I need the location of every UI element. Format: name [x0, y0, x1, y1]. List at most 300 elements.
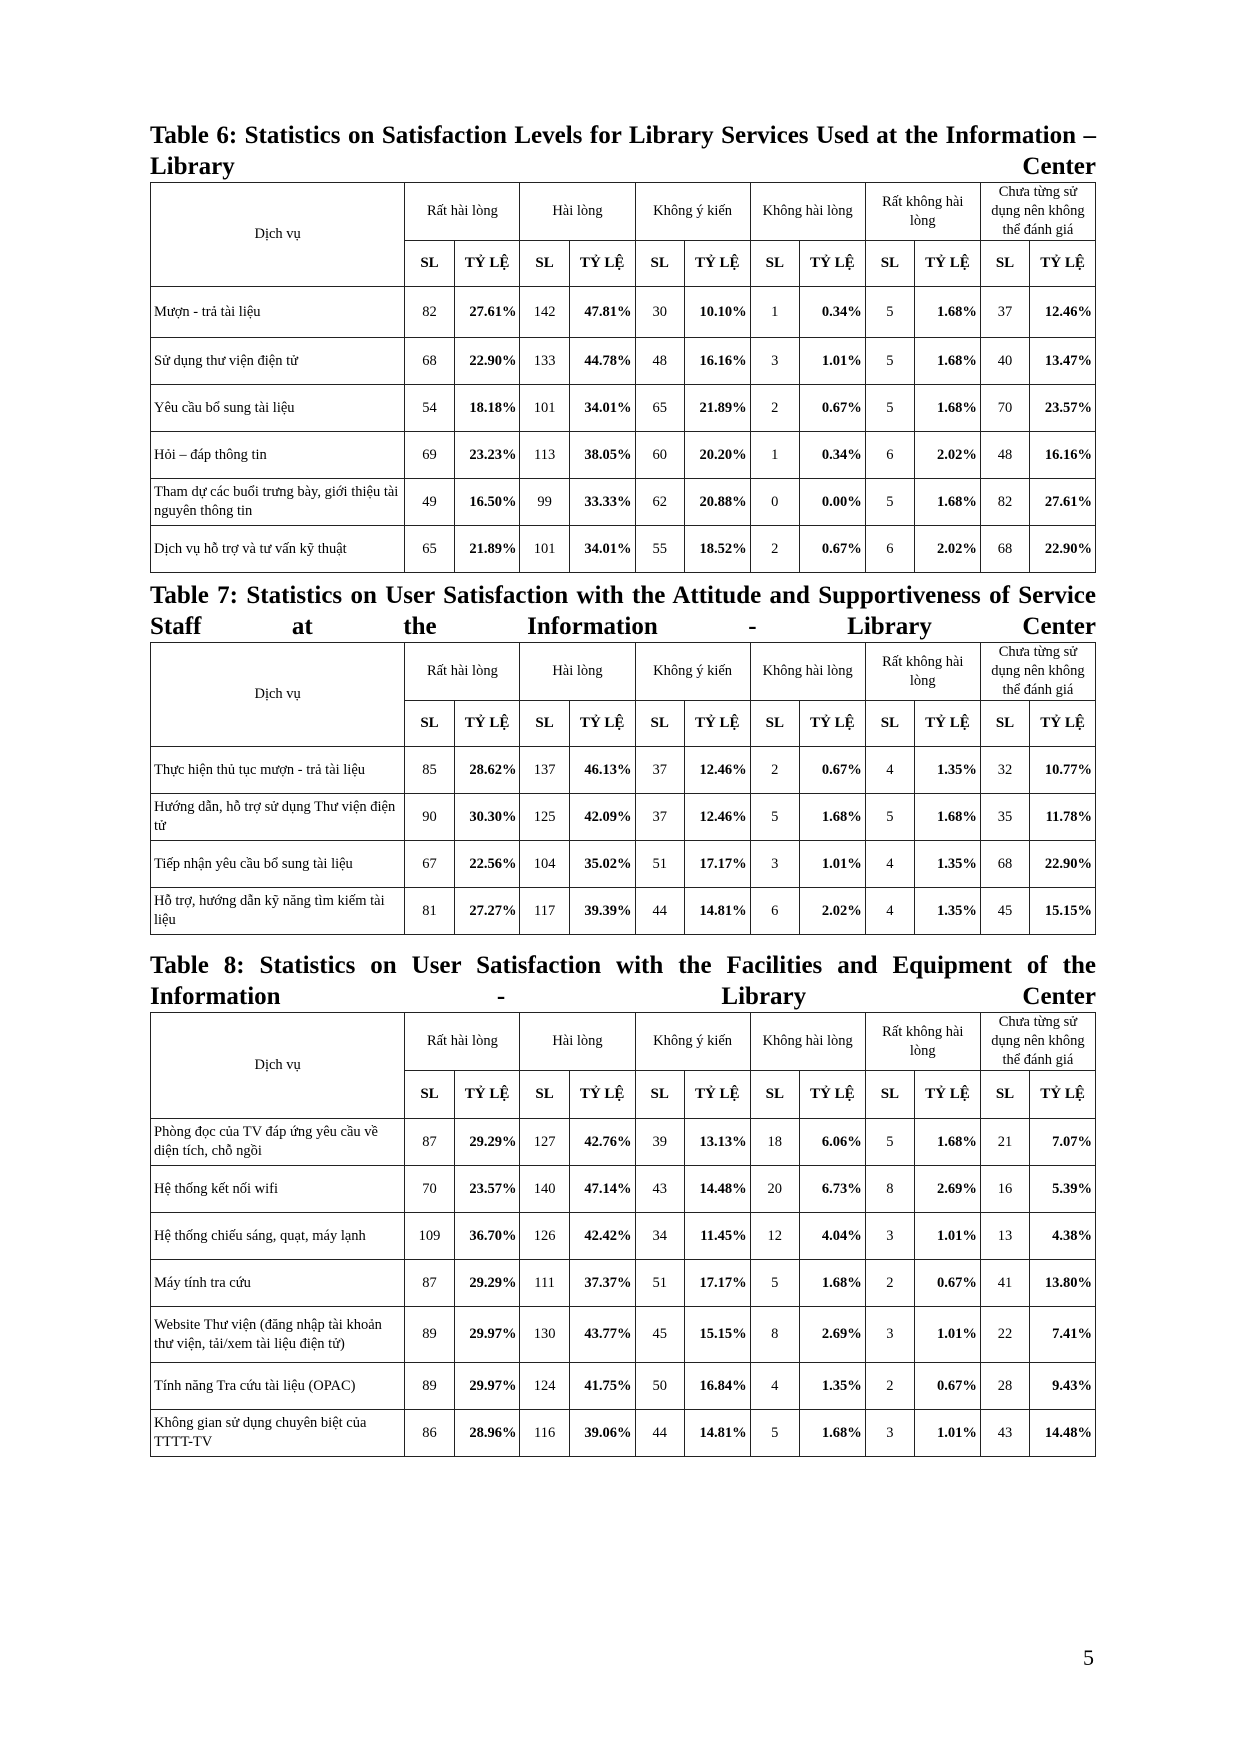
count-cell: 39	[635, 1119, 684, 1166]
count-cell: 142	[520, 287, 569, 338]
ratio-cell: 28.62%	[454, 747, 520, 794]
header-row	[151, 183, 1096, 241]
ratio-header: TỶ LỆ	[799, 1071, 865, 1119]
ratio-cell: 11.78%	[1030, 794, 1096, 841]
ratio-cell: 14.48%	[1030, 1410, 1096, 1457]
service-name-cell: Hệ thống chiếu sáng, quạt, máy lạnh	[151, 1213, 405, 1260]
ratio-cell: 10.10%	[684, 287, 750, 338]
satisfaction-table	[150, 642, 1096, 935]
count-cell: 89	[405, 1307, 454, 1363]
count-cell: 21	[980, 1119, 1029, 1166]
ratio-cell: 1.01%	[799, 841, 865, 888]
count-cell: 5	[865, 338, 914, 385]
count-cell: 125	[520, 794, 569, 841]
ratio-cell: 29.29%	[454, 1119, 520, 1166]
service-name-cell: Hệ thống kết nối wifi	[151, 1166, 405, 1213]
ratio-cell: 1.68%	[799, 1410, 865, 1457]
count-cell: 126	[520, 1213, 569, 1260]
ratio-cell: 2.02%	[799, 888, 865, 935]
ratio-cell: 20.20%	[684, 432, 750, 479]
count-cell: 109	[405, 1213, 454, 1260]
ratio-header: TỶ LỆ	[454, 241, 520, 287]
sl-header: SL	[520, 1071, 569, 1119]
count-cell: 0	[750, 479, 799, 526]
service-name-cell: Tham dự các buổi trưng bày, giới thiệu tài nguyên thông tin	[151, 479, 405, 526]
ratio-cell: 23.57%	[454, 1166, 520, 1213]
ratio-cell: 1.68%	[915, 385, 981, 432]
ratio-cell: 18.52%	[684, 526, 750, 573]
ratio-cell: 4.04%	[799, 1213, 865, 1260]
ratio-cell: 1.35%	[915, 841, 981, 888]
ratio-cell: 7.07%	[1030, 1119, 1096, 1166]
count-cell: 40	[980, 338, 1029, 385]
count-cell: 68	[980, 526, 1029, 573]
ratio-cell: 1.68%	[915, 1119, 981, 1166]
count-cell: 70	[980, 385, 1029, 432]
sl-header: SL	[865, 241, 914, 287]
table-row	[151, 1213, 1096, 1260]
ratio-header: TỶ LỆ	[915, 241, 981, 287]
ratio-header: TỶ LỆ	[915, 701, 981, 747]
sl-header: SL	[405, 1071, 454, 1119]
service-name-cell: Sử dụng thư viện điện tử	[151, 338, 405, 385]
ratio-cell: 1.68%	[915, 287, 981, 338]
group-header: Không hài lòng	[750, 643, 865, 701]
service-name-cell: Yêu cầu bổ sung tài liệu	[151, 385, 405, 432]
count-cell: 104	[520, 841, 569, 888]
ratio-cell: 22.90%	[454, 338, 520, 385]
count-cell: 6	[865, 526, 914, 573]
ratio-cell: 22.90%	[1030, 526, 1096, 573]
group-header: Rất không hài lòng	[865, 183, 980, 241]
table-row	[151, 747, 1096, 794]
ratio-cell: 27.27%	[454, 888, 520, 935]
count-cell: 2	[865, 1260, 914, 1307]
table-row	[151, 479, 1096, 526]
count-cell: 48	[980, 432, 1029, 479]
count-cell: 62	[635, 479, 684, 526]
count-cell: 137	[520, 747, 569, 794]
group-header: Rất hài lòng	[405, 183, 520, 241]
count-cell: 117	[520, 888, 569, 935]
count-cell: 1	[750, 287, 799, 338]
table8-block	[150, 950, 1096, 1457]
ratio-cell: 12.46%	[684, 747, 750, 794]
ratio-cell: 13.80%	[1030, 1260, 1096, 1307]
sl-header: SL	[865, 1071, 914, 1119]
sl-header: SL	[520, 701, 569, 747]
ratio-cell: 16.50%	[454, 479, 520, 526]
count-cell: 111	[520, 1260, 569, 1307]
count-cell: 82	[980, 479, 1029, 526]
ratio-cell: 1.35%	[915, 888, 981, 935]
ratio-header: TỶ LỆ	[454, 1071, 520, 1119]
count-cell: 85	[405, 747, 454, 794]
ratio-cell: 33.33%	[569, 479, 635, 526]
ratio-cell: 0.00%	[799, 479, 865, 526]
ratio-header: TỶ LỆ	[569, 701, 635, 747]
count-cell: 5	[865, 1119, 914, 1166]
sl-header: SL	[865, 701, 914, 747]
sl-header: SL	[635, 1071, 684, 1119]
count-cell: 3	[865, 1213, 914, 1260]
ratio-cell: 0.67%	[915, 1363, 981, 1410]
count-cell: 20	[750, 1166, 799, 1213]
count-cell: 6	[750, 888, 799, 935]
ratio-cell: 9.43%	[1030, 1363, 1096, 1410]
table-caption: Table 6: Statistics on Satisfaction Levels for Library Services Used at the Information – Library Center	[150, 122, 1096, 180]
count-cell: 2	[750, 526, 799, 573]
service-name-cell: Máy tính tra cứu	[151, 1260, 405, 1307]
table-row	[151, 1410, 1096, 1457]
ratio-cell: 16.16%	[684, 338, 750, 385]
ratio-cell: 6.73%	[799, 1166, 865, 1213]
table-row	[151, 1260, 1096, 1307]
count-cell: 32	[980, 747, 1029, 794]
count-cell: 45	[980, 888, 1029, 935]
service-name-cell: Website Thư viện (đăng nhập tài khoản thư viện, tải/xem tài liệu điện tử)	[151, 1307, 405, 1363]
count-cell: 89	[405, 1363, 454, 1410]
group-header: Hài lòng	[520, 643, 635, 701]
count-cell: 3	[865, 1410, 914, 1457]
table-row	[151, 888, 1096, 935]
group-header: Không ý kiến	[635, 643, 750, 701]
ratio-cell: 15.15%	[1030, 888, 1096, 935]
count-cell: 37	[635, 747, 684, 794]
ratio-cell: 37.37%	[569, 1260, 635, 1307]
ratio-cell: 1.35%	[915, 747, 981, 794]
count-cell: 8	[750, 1307, 799, 1363]
table-caption: Table 8: Statistics on User Satisfaction with the Facilities and Equipment of the Information - Library Center	[150, 952, 1096, 1010]
ratio-cell: 2.02%	[915, 526, 981, 573]
ratio-cell: 21.89%	[454, 526, 520, 573]
ratio-cell: 16.16%	[1030, 432, 1096, 479]
sl-header: SL	[980, 241, 1029, 287]
ratio-cell: 4.38%	[1030, 1213, 1096, 1260]
group-header: Rất hài lòng	[405, 643, 520, 701]
table-row	[151, 1166, 1096, 1213]
count-cell: 82	[405, 287, 454, 338]
ratio-cell: 1.01%	[915, 1307, 981, 1363]
count-cell: 28	[980, 1363, 1029, 1410]
ratio-cell: 0.34%	[799, 432, 865, 479]
ratio-cell: 0.67%	[799, 385, 865, 432]
group-header: Rất hài lòng	[405, 1013, 520, 1071]
satisfaction-table	[150, 182, 1096, 573]
ratio-cell: 12.46%	[1030, 287, 1096, 338]
ratio-cell: 0.67%	[915, 1260, 981, 1307]
count-cell: 30	[635, 287, 684, 338]
service-column-header: Dịch vụ	[151, 183, 405, 287]
service-name-cell: Phòng đọc của TV đáp ứng yêu cầu về diện tích, chỗ ngồi	[151, 1119, 405, 1166]
ratio-cell: 23.57%	[1030, 385, 1096, 432]
group-header: Chưa từng sử dụng nên không thể đánh giá	[980, 643, 1095, 701]
count-cell: 81	[405, 888, 454, 935]
sl-header: SL	[980, 1071, 1029, 1119]
ratio-cell: 14.81%	[684, 1410, 750, 1457]
count-cell: 4	[865, 888, 914, 935]
count-cell: 127	[520, 1119, 569, 1166]
count-cell: 37	[980, 287, 1029, 338]
ratio-header: TỶ LỆ	[799, 701, 865, 747]
count-cell: 65	[405, 526, 454, 573]
count-cell: 65	[635, 385, 684, 432]
sl-header: SL	[635, 241, 684, 287]
ratio-cell: 41.75%	[569, 1363, 635, 1410]
ratio-cell: 13.13%	[684, 1119, 750, 1166]
ratio-cell: 12.46%	[684, 794, 750, 841]
count-cell: 124	[520, 1363, 569, 1410]
service-column-header: Dịch vụ	[151, 643, 405, 747]
count-cell: 44	[635, 1410, 684, 1457]
count-cell: 37	[635, 794, 684, 841]
count-cell: 45	[635, 1307, 684, 1363]
count-cell: 67	[405, 841, 454, 888]
sl-header: SL	[405, 701, 454, 747]
count-cell: 5	[750, 1260, 799, 1307]
count-cell: 16	[980, 1166, 1029, 1213]
ratio-cell: 28.96%	[454, 1410, 520, 1457]
ratio-cell: 14.81%	[684, 888, 750, 935]
table-row	[151, 841, 1096, 888]
ratio-cell: 34.01%	[569, 385, 635, 432]
service-name-cell: Dịch vụ hỗ trợ và tư vấn kỹ thuật	[151, 526, 405, 573]
service-name-cell: Tiếp nhận yêu cầu bổ sung tài liệu	[151, 841, 405, 888]
count-cell: 22	[980, 1307, 1029, 1363]
ratio-cell: 1.35%	[799, 1363, 865, 1410]
table-row	[151, 1363, 1096, 1410]
ratio-cell: 14.48%	[684, 1166, 750, 1213]
ratio-cell: 34.01%	[569, 526, 635, 573]
count-cell: 101	[520, 385, 569, 432]
ratio-cell: 0.67%	[799, 526, 865, 573]
count-cell: 43	[635, 1166, 684, 1213]
sl-header: SL	[750, 1071, 799, 1119]
count-cell: 35	[980, 794, 1029, 841]
count-cell: 3	[750, 841, 799, 888]
sl-header: SL	[405, 241, 454, 287]
ratio-cell: 22.56%	[454, 841, 520, 888]
ratio-cell: 17.17%	[684, 841, 750, 888]
group-header: Chưa từng sử dụng nên không thể đánh giá	[980, 1013, 1095, 1071]
ratio-header: TỶ LỆ	[569, 1071, 635, 1119]
count-cell: 69	[405, 432, 454, 479]
service-name-cell: Hướng dẫn, hỗ trợ sử dụng Thư viện điện tử	[151, 794, 405, 841]
sl-header: SL	[750, 701, 799, 747]
count-cell: 101	[520, 526, 569, 573]
count-cell: 5	[750, 794, 799, 841]
table-row	[151, 794, 1096, 841]
table-row	[151, 385, 1096, 432]
ratio-cell: 39.06%	[569, 1410, 635, 1457]
count-cell: 12	[750, 1213, 799, 1260]
ratio-cell: 42.09%	[569, 794, 635, 841]
ratio-cell: 1.68%	[799, 794, 865, 841]
count-cell: 87	[405, 1260, 454, 1307]
group-header: Không hài lòng	[750, 183, 865, 241]
ratio-cell: 36.70%	[454, 1213, 520, 1260]
count-cell: 116	[520, 1410, 569, 1457]
ratio-cell: 1.68%	[915, 338, 981, 385]
count-cell: 13	[980, 1213, 1029, 1260]
group-header: Hài lòng	[520, 183, 635, 241]
ratio-cell: 11.45%	[684, 1213, 750, 1260]
ratio-cell: 38.05%	[569, 432, 635, 479]
ratio-cell: 1.01%	[799, 338, 865, 385]
ratio-cell: 46.13%	[569, 747, 635, 794]
ratio-header: TỶ LỆ	[684, 241, 750, 287]
sl-header: SL	[980, 701, 1029, 747]
group-header: Không hài lòng	[750, 1013, 865, 1071]
ratio-cell: 2.69%	[799, 1307, 865, 1363]
group-header: Hài lòng	[520, 1013, 635, 1071]
group-header: Không ý kiến	[635, 1013, 750, 1071]
sl-header: SL	[750, 241, 799, 287]
ratio-header: TỶ LỆ	[1030, 1071, 1096, 1119]
ratio-cell: 30.30%	[454, 794, 520, 841]
service-name-cell: Hỗ trợ, hướng dẫn kỹ năng tìm kiếm tài liệu	[151, 888, 405, 935]
count-cell: 41	[980, 1260, 1029, 1307]
page-number: 5	[1083, 1645, 1094, 1670]
ratio-header: TỶ LỆ	[454, 701, 520, 747]
header-row	[151, 1013, 1096, 1071]
ratio-cell: 42.76%	[569, 1119, 635, 1166]
sl-header: SL	[520, 241, 569, 287]
count-cell: 55	[635, 526, 684, 573]
count-cell: 1	[750, 432, 799, 479]
count-cell: 50	[635, 1363, 684, 1410]
ratio-cell: 5.39%	[1030, 1166, 1096, 1213]
ratio-cell: 42.42%	[569, 1213, 635, 1260]
group-header: Rất không hài lòng	[865, 1013, 980, 1071]
count-cell: 140	[520, 1166, 569, 1213]
count-cell: 87	[405, 1119, 454, 1166]
count-cell: 51	[635, 1260, 684, 1307]
service-column-header: Dịch vụ	[151, 1013, 405, 1119]
count-cell: 51	[635, 841, 684, 888]
table-row	[151, 1119, 1096, 1166]
count-cell: 49	[405, 479, 454, 526]
count-cell: 3	[865, 1307, 914, 1363]
count-cell: 8	[865, 1166, 914, 1213]
ratio-cell: 1.68%	[915, 794, 981, 841]
ratio-header: TỶ LỆ	[684, 1071, 750, 1119]
count-cell: 133	[520, 338, 569, 385]
ratio-header: TỶ LỆ	[915, 1071, 981, 1119]
ratio-cell: 7.41%	[1030, 1307, 1096, 1363]
count-cell: 5	[750, 1410, 799, 1457]
ratio-header: TỶ LỆ	[684, 701, 750, 747]
ratio-header: TỶ LỆ	[799, 241, 865, 287]
table6-block	[150, 120, 1096, 573]
ratio-cell: 43.77%	[569, 1307, 635, 1363]
count-cell: 6	[865, 432, 914, 479]
ratio-cell: 47.14%	[569, 1166, 635, 1213]
ratio-cell: 23.23%	[454, 432, 520, 479]
ratio-cell: 29.29%	[454, 1260, 520, 1307]
service-name-cell: Mượn - trả tài liệu	[151, 287, 405, 338]
count-cell: 68	[980, 841, 1029, 888]
count-cell: 2	[750, 747, 799, 794]
ratio-cell: 20.88%	[684, 479, 750, 526]
ratio-cell: 18.18%	[454, 385, 520, 432]
ratio-cell: 39.39%	[569, 888, 635, 935]
ratio-cell: 27.61%	[454, 287, 520, 338]
ratio-cell: 35.02%	[569, 841, 635, 888]
count-cell: 4	[750, 1363, 799, 1410]
count-cell: 90	[405, 794, 454, 841]
group-header: Chưa từng sử dụng nên không thể đánh giá	[980, 183, 1095, 241]
count-cell: 4	[865, 747, 914, 794]
satisfaction-table	[150, 1012, 1096, 1457]
ratio-cell: 16.84%	[684, 1363, 750, 1410]
count-cell: 18	[750, 1119, 799, 1166]
header-row	[151, 643, 1096, 701]
ratio-cell: 10.77%	[1030, 747, 1096, 794]
count-cell: 4	[865, 841, 914, 888]
ratio-cell: 29.97%	[454, 1363, 520, 1410]
table-row	[151, 432, 1096, 479]
count-cell: 5	[865, 287, 914, 338]
count-cell: 70	[405, 1166, 454, 1213]
sl-header: SL	[635, 701, 684, 747]
ratio-cell: 0.67%	[799, 747, 865, 794]
ratio-cell: 29.97%	[454, 1307, 520, 1363]
ratio-header: TỶ LỆ	[1030, 701, 1096, 747]
count-cell: 5	[865, 794, 914, 841]
count-cell: 34	[635, 1213, 684, 1260]
group-header: Rất không hài lòng	[865, 643, 980, 701]
service-name-cell: Không gian sử dụng chuyên biệt của TTTT-TV	[151, 1410, 405, 1457]
ratio-cell: 21.89%	[684, 385, 750, 432]
count-cell: 54	[405, 385, 454, 432]
table-row	[151, 526, 1096, 573]
count-cell: 5	[865, 385, 914, 432]
ratio-cell: 2.02%	[915, 432, 981, 479]
ratio-cell: 13.47%	[1030, 338, 1096, 385]
count-cell: 5	[865, 479, 914, 526]
ratio-cell: 1.68%	[915, 479, 981, 526]
ratio-cell: 47.81%	[569, 287, 635, 338]
ratio-cell: 17.17%	[684, 1260, 750, 1307]
ratio-cell: 1.01%	[915, 1213, 981, 1260]
count-cell: 43	[980, 1410, 1029, 1457]
group-header: Không ý kiến	[635, 183, 750, 241]
ratio-cell: 1.68%	[799, 1260, 865, 1307]
ratio-cell: 1.01%	[915, 1410, 981, 1457]
ratio-cell: 6.06%	[799, 1119, 865, 1166]
count-cell: 44	[635, 888, 684, 935]
ratio-header: TỶ LỆ	[569, 241, 635, 287]
count-cell: 60	[635, 432, 684, 479]
table-row	[151, 338, 1096, 385]
ratio-cell: 22.90%	[1030, 841, 1096, 888]
count-cell: 3	[750, 338, 799, 385]
ratio-cell: 2.69%	[915, 1166, 981, 1213]
count-cell: 86	[405, 1410, 454, 1457]
count-cell: 48	[635, 338, 684, 385]
ratio-cell: 44.78%	[569, 338, 635, 385]
service-name-cell: Hỏi – đáp thông tin	[151, 432, 405, 479]
count-cell: 99	[520, 479, 569, 526]
ratio-cell: 0.34%	[799, 287, 865, 338]
ratio-cell: 15.15%	[684, 1307, 750, 1363]
ratio-cell: 27.61%	[1030, 479, 1096, 526]
count-cell: 68	[405, 338, 454, 385]
table-caption: Table 7: Statistics on User Satisfaction with the Attitude and Supportiveness of Service Staff at the Information - Library Center	[150, 582, 1096, 640]
service-name-cell: Thực hiện thủ tục mượn - trả tài liệu	[151, 747, 405, 794]
service-name-cell: Tính năng Tra cứu tài liệu (OPAC)	[151, 1363, 405, 1410]
